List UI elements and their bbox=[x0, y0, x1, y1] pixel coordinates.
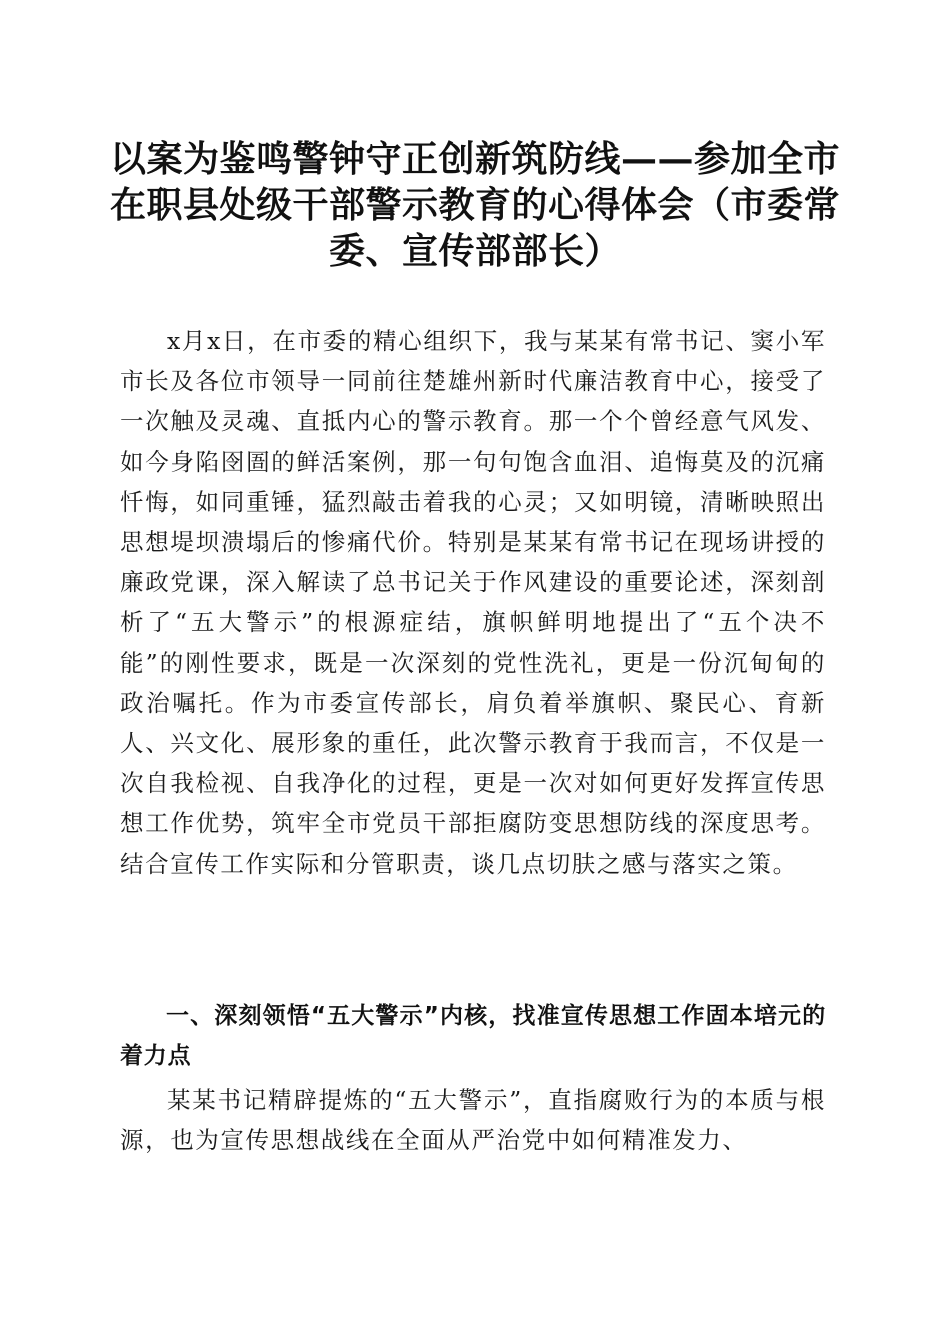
section-paragraph: 某某书记精辟提炼的“五大警示”，直指腐败行为的本质与根源，也为宣传思想战线在全面从严治党中如何精准发力、 bbox=[120, 1086, 826, 1155]
document-title: 以案为鉴鸣警钟守正创新筑防线——参加全市在职县处级干部警示教育的心得体会（市委常委、宣传部部长） bbox=[109, 138, 840, 272]
intro-paragraph: x月x日，在市委的精心组织下，我与某某有常书记、窦小军市长及各位市领导一同前往楚雄州新时代廉洁教育中心，接受了一次触及灵魂、直抵内心的警示教育。那一个个曾经意气风发、如今身陷囹圄的鲜活案例，那一句句饱含血泪、追悔莫及的沉痛忏悔，如同重锤，猛烈敲击着我的心灵；又如明镜，清晰映照出思想堤坝溃塌后的惨痛代价。特别是某某有常书记在现场讲授的廉政党课，深入解读了总书记关于作风建设的重要论述，深刻剖析了“五大警示”的根源症结，旗帜鲜明地提出了“五个决不能”的刚性要求，既是一次深刻的党性洗礼，更是一份沉甸甸的政治嘱托。作为市委宣传部长，肩负着举旗帜、聚民心、育新人、兴文化、展形象的重任，此次警示教育于我而言，不仅是一次自我检视、自我净化的过程，更是一次对如何更好发挥宣传思想工作优势，筑牢全市党员干部拒腐防变思想防线的深度思考。结合宣传工作实际和分管职责，谈几点切肤之感与落实之策。 bbox=[120, 327, 826, 878]
section-heading: 一、深刻领悟“五大警示”内核，找准宣传思想工作固本培元的着力点 bbox=[120, 1003, 826, 1069]
